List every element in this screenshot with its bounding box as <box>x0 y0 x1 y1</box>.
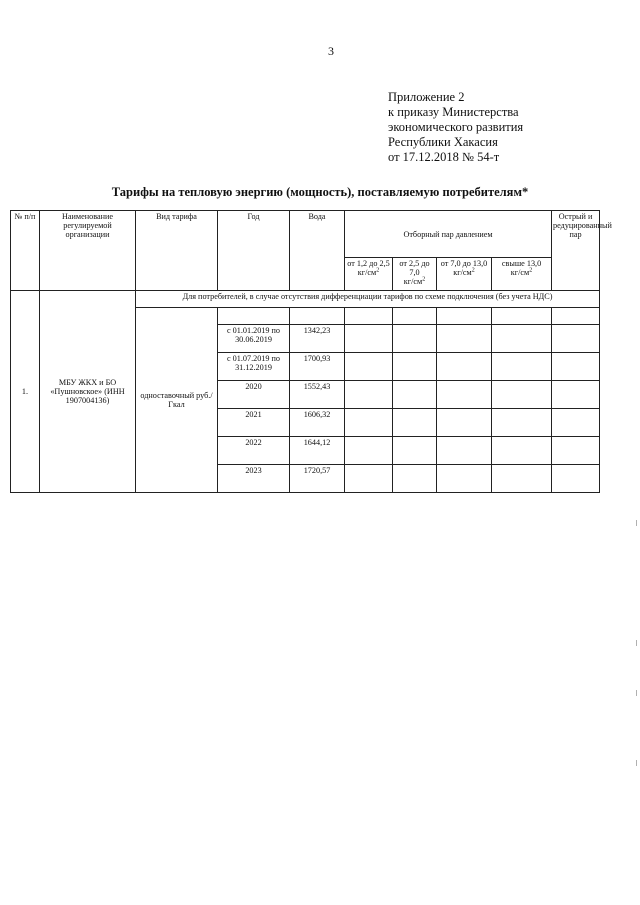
document-title: Тарифы на тепловую энергию (мощность), поставляемую потребителям* <box>111 185 529 199</box>
water-cell: 1342,23 <box>290 325 345 353</box>
appendix-line-1: Приложение 2 <box>388 90 465 104</box>
group-caption-row <box>11 291 600 308</box>
header-org: Наименование регулируемой организации <box>40 211 136 291</box>
header-sharp-steam: Острый и редуцированный пар <box>552 211 600 291</box>
page-number: 3 <box>328 44 334 58</box>
appendix-line-2: к приказу Министерства <box>388 105 519 119</box>
water-cell: 1606,32 <box>290 409 345 437</box>
tariff-type: одноставочный руб./Гкал <box>136 308 218 493</box>
row-number: 1. <box>11 291 40 493</box>
header-steam-group: Отборный пар давлением <box>345 211 552 258</box>
year-cell: 2022 <box>218 437 290 465</box>
header-pressure-1: от 1,2 до 2,5 $кг/см^2$ <box>345 258 393 291</box>
header-num: № п/п <box>11 211 40 291</box>
header-year: Год <box>218 211 290 291</box>
header-pressure-4: свыше 13,0 $кг/см^2$ <box>492 258 552 291</box>
appendix-block <box>388 90 523 165</box>
year-cell: 2020 <box>218 381 290 409</box>
year-cell: 2021 <box>218 409 290 437</box>
header-water: Вода <box>290 211 345 291</box>
header-tariff-type: Вид тарифа <box>136 211 218 291</box>
group-caption: Для потребителей, в случае отсутствия дифференциации тарифов по схеме подключения (без учета НДС) <box>136 291 600 308</box>
water-cell: 1700,93 <box>290 353 345 381</box>
appendix-line-5: от 17.12.2018 № 54-т <box>388 150 500 164</box>
scan-edge-marks <box>634 0 640 905</box>
water-cell: 1720,57 <box>290 465 345 493</box>
header-pressure-2: от 2,5 до 7,0 $кг/см^2$ <box>393 258 437 291</box>
water-cell: 1644,12 <box>290 437 345 465</box>
year-cell: с 01.07.2019 по 31.12.2019 <box>218 353 290 381</box>
header-pressure-3: от 7,0 до 13,0 $кг/см^2$ <box>437 258 492 291</box>
year-cell: с 01.01.2019 по 30.06.2019 <box>218 325 290 353</box>
header-row <box>11 211 600 258</box>
appendix-line-4: Республики Хакасия <box>388 135 498 149</box>
water-cell: 1552,43 <box>290 381 345 409</box>
tariff-table <box>10 210 612 493</box>
appendix-line-3: экономического развития <box>388 120 524 134</box>
organization-name: МБУ ЖКХ и БО «Пушновское» (ИНН 1907004136) <box>40 291 136 493</box>
year-cell: 2023 <box>218 465 290 493</box>
